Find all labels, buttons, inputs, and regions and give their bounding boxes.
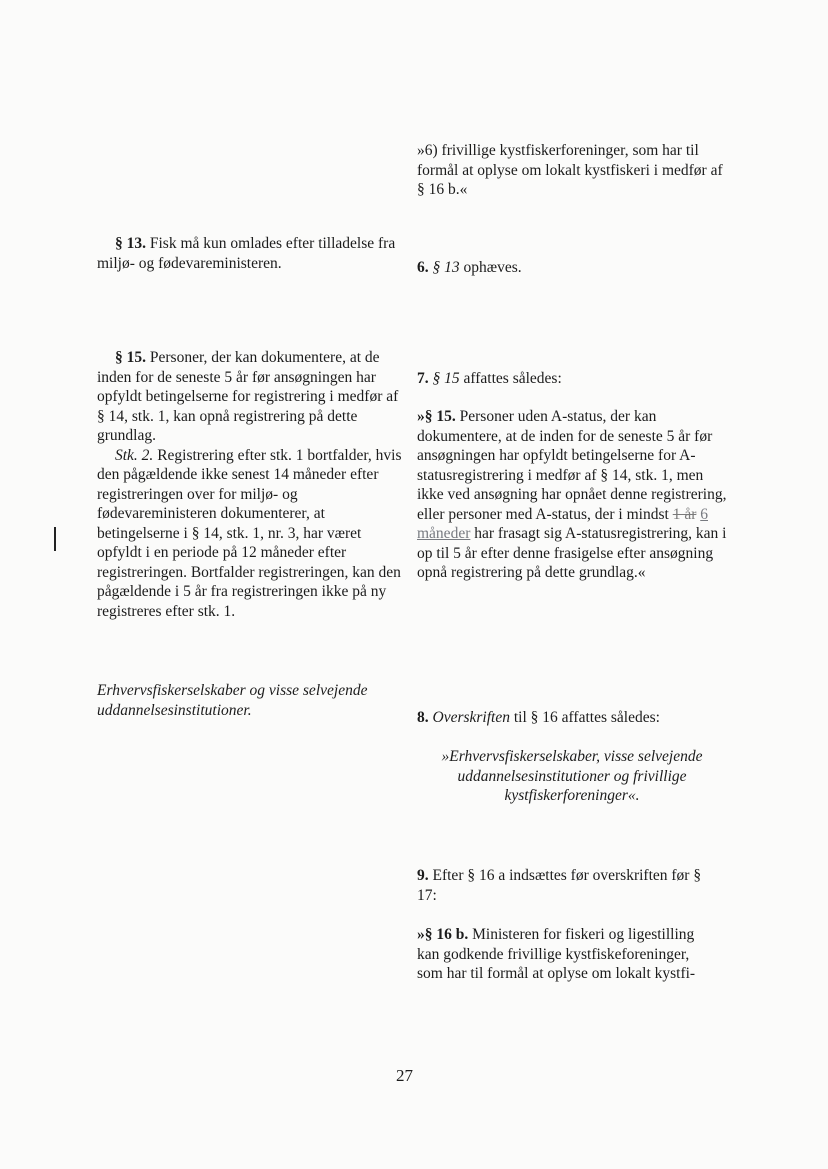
section-16b [417,925,717,984]
change-bar [54,527,56,551]
item-6-text: »6) frivillige kystfiskerforeninger, som har til formål at oplyse om lokalt kystfiskeri i medfør af § 16 b.« [417,142,723,198]
section-13-current [97,234,403,273]
point-8-ref: Overskriften [432,709,510,726]
section-15-prefix: § 15. [115,349,146,366]
stk-2-text: Registrering efter stk. 1 bortfalder, hvis den pågældende ikke senest 14 måneder efter registreringen over for miljø- og fødevareministeren dokumenterer, at betingelserne i § 14, stk. 1, nr. 3, har været opfyldt i en periode på 12 måneder efter registreringen. Bortfalder registreringen, kan den pågældende i 5 år fra registreringen ikke på ny registreres efter stk. 1. [97,446,402,620]
section-15-text: Personer, der kan dokumentere, at de inden for de seneste 5 år før ansøgningen har opfyldt betingelserne for registrering i medfør af § 14, stk. 1, kan opnå registrering på dette grundlag. [97,349,399,444]
inserted-text: 6 måneder [417,505,708,542]
section-15-new [417,407,727,583]
section-16-heading-new: »Erhvervsfiskerselskaber, visse selvejende uddannelsesinstitutioner og frivillige kystfiskerforeninger«. [441,748,703,804]
point-7-ref: § 15 [432,370,460,387]
point-9 [417,866,717,905]
point-9-text: Efter § 16 a indsættes før overskriften før § 17: [417,867,702,904]
section-15-new-prefix: »§ 15. [417,408,456,425]
stk-2-prefix: Stk. 2. [115,446,154,464]
section-13-text: Fisk må kun omlades efter tilladelse fra miljø- og fødevareministeren. [97,235,396,272]
section-16b-text: Ministeren for fiskeri og ligestilling kan godkende frivillige kystfiskeforeninger, som har til formål at oplyse om lokalt kystfi- [417,926,696,982]
section-16b-prefix: »§ 16 b. [417,926,469,943]
point-8-text: til § 16 affattes således: [513,709,660,726]
deleted-text: 1 år [672,505,697,523]
section-16-heading-current: Erhvervsfiskerselskaber og visse selvejende uddannelsesinstitutioner. [97,682,368,719]
section-15-new-text-b: har frasagt sig A-statusregistrering, kan i op til 5 år efter denne frasigelse efter ansøgning opnå registrering på dette grundlag.« [417,525,727,581]
point-9-number: 9. [417,867,429,884]
section-15-new-text-a: Personer uden A-status, der kan dokumentere, at de inden for de seneste 5 år før ansøgningen har opfyldt betingelserne for A-statusregistrering i medfør af § 14, stk. 1, men ikke ved ansøgning har opnået denne registrering, eller personer med A-status, der i mindst [417,408,727,523]
point-6 [417,258,727,278]
point-6-text: ophæves. [463,259,522,276]
point-7-text: affattes således: [463,370,562,387]
point-6-number: 6. [417,259,429,276]
point-8 [417,708,727,728]
point-8-number: 8. [417,709,429,726]
page-number: 27 [396,1066,413,1085]
point-7 [417,369,727,389]
point-6-ref: § 13 [432,259,460,276]
section-15-current [97,348,403,621]
section-13-prefix: § 13. [115,235,146,252]
point-7-number: 7. [417,370,429,387]
